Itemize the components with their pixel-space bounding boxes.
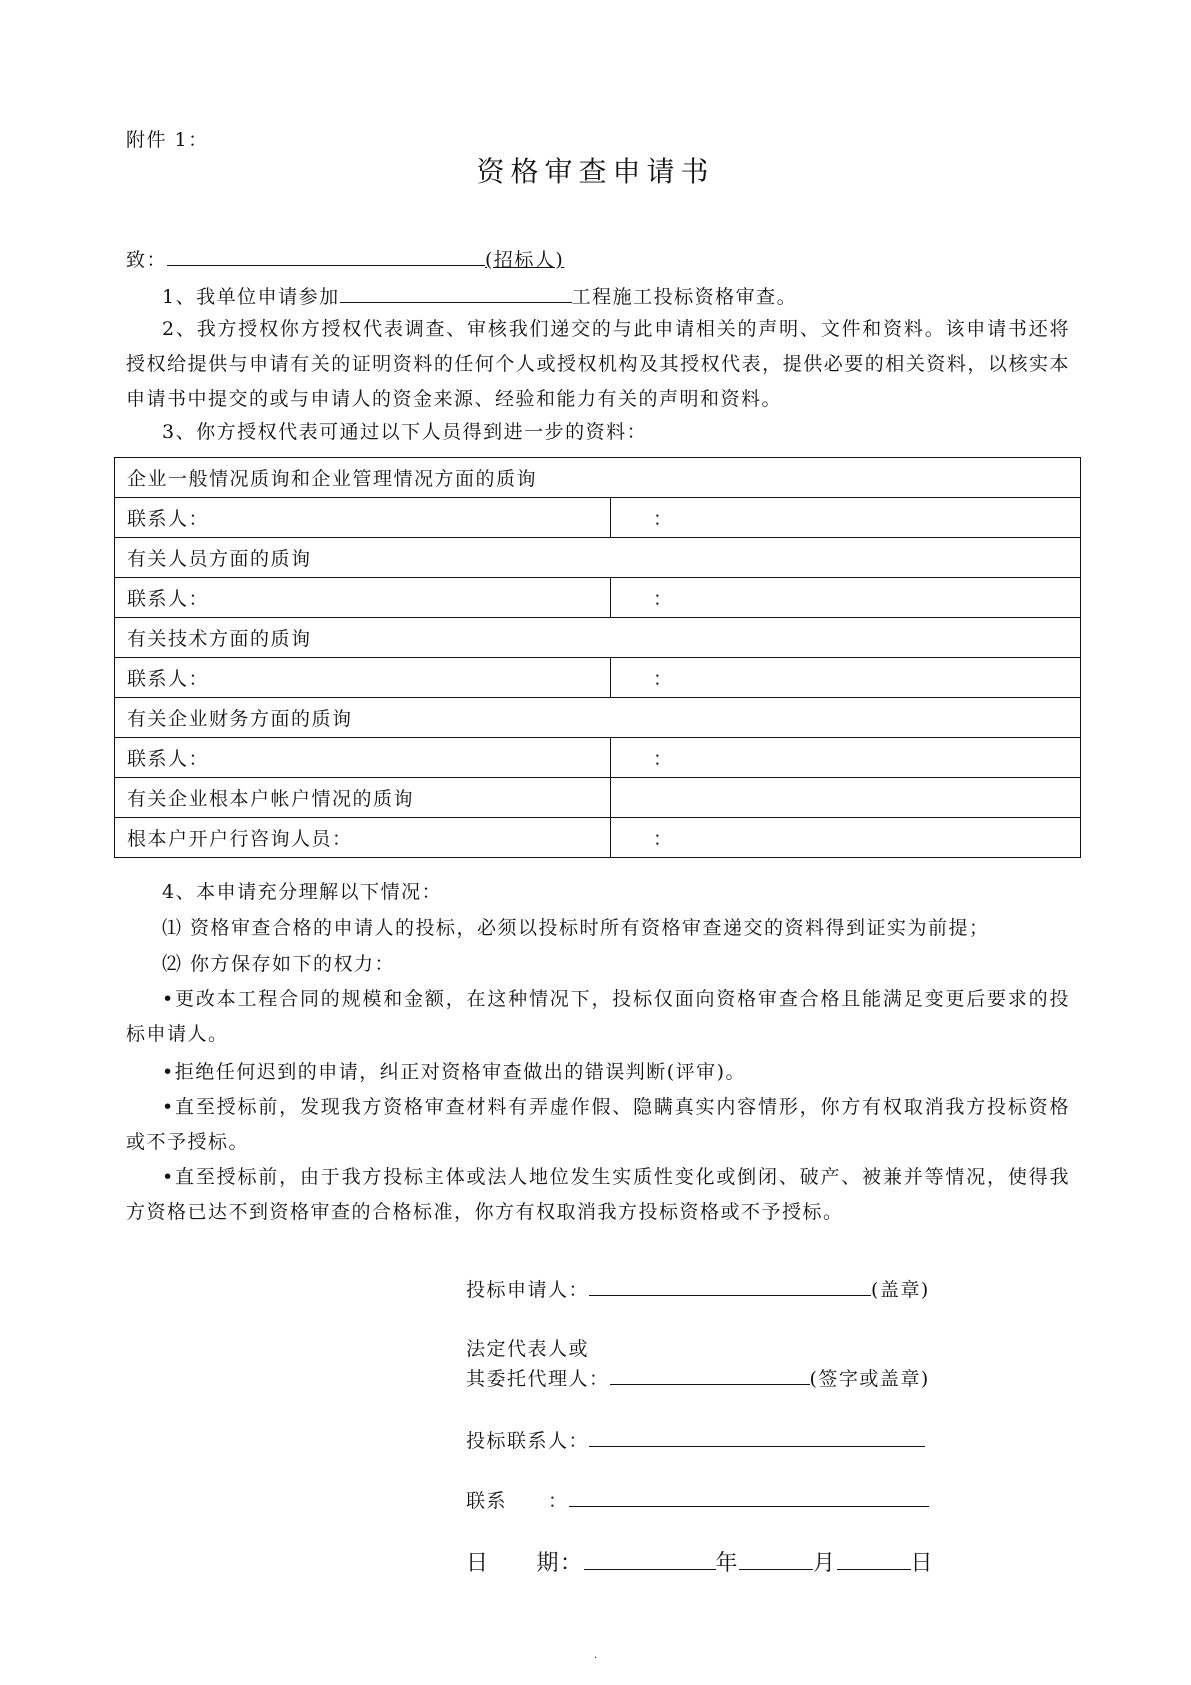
table-cell-value[interactable]: ： (611, 658, 1081, 698)
table-row (115, 658, 1081, 698)
table-cell-label: 联系人： (115, 738, 611, 778)
table-cell-label: 企业一般情况质询和企业管理情况方面的质询 (115, 458, 1081, 498)
rep-line2 (466, 1364, 930, 1391)
year-label: 年 (715, 1551, 740, 1576)
rep-line1: 法定代表人或 (466, 1338, 590, 1360)
table-cell-value[interactable]: ： (611, 498, 1081, 538)
phone-blank[interactable] (569, 1486, 929, 1507)
table-cell-value[interactable]: ： (611, 578, 1081, 618)
item1-suffix: 工程施工投标资格审查。 (571, 286, 798, 308)
tenderer-blank[interactable] (167, 245, 485, 266)
attachment-label: 附件 1： (126, 129, 209, 151)
table-cell-label: 联系人： (115, 658, 611, 698)
date-line (466, 1546, 934, 1577)
contact-blank[interactable] (589, 1426, 925, 1447)
applicant-blank[interactable] (589, 1275, 871, 1296)
table-row (115, 698, 1081, 738)
project-blank[interactable] (340, 282, 572, 303)
day-label: 日 (910, 1551, 935, 1576)
applicant-suffix: (盖章) (871, 1279, 930, 1301)
section4-p1: ⑴ 资格审查合格的申请人的投标，必须以投标时所有资格审查递交的资料得到证实为前提； (162, 917, 990, 939)
table-cell-value[interactable] (611, 778, 1081, 818)
rep-suffix: (签字或盖章) (809, 1368, 930, 1390)
bullet-1: •更改本工程合同的规模和金额，在这种情况下，投标仅面向资格审查合格且能满足变更后要求的投标申请人。 (126, 988, 1070, 1045)
phone-line (466, 1486, 929, 1513)
to-label: 致： (126, 249, 168, 271)
table-row (115, 618, 1081, 658)
contact-line (466, 1426, 925, 1453)
page-title: 资格审查申请书 (476, 155, 715, 188)
table-cell-label: 有关人员方面的质询 (115, 538, 1081, 578)
table-row (115, 818, 1081, 858)
table-cell-label: 有关企业财务方面的质询 (115, 698, 1081, 738)
table-cell-value[interactable]: ： (611, 818, 1081, 858)
contact-table (114, 457, 1081, 858)
year-blank[interactable] (584, 1549, 716, 1570)
item2-paragraph: 2、我方授权你方授权代表调查、审核我们递交的与此申请相关的声明、文件和资料。该申请书还将授权给提供与申请有关的证明资料的任何个人或授权机构及其授权代表，提供必要的相关资料，以核实本申请书中提交的或与申请人的资金来源、经验和能力有关的声明和资料。 (126, 318, 1070, 410)
table-cell-label: 有关技术方面的质询 (115, 618, 1081, 658)
rep-blank[interactable] (610, 1364, 810, 1385)
date-label: 日 期： (466, 1551, 584, 1576)
bullet-4: •直至授标前，由于我方投标主体或法人地位发生实质性变化或倒闭、破产、被兼并等情况，使得我方资格已达不到资格审查的合格标准，你方有权取消我方投标资格或不予授标。 (126, 1166, 1070, 1223)
table-row (115, 458, 1081, 498)
tenderer-suffix: (招标人) (485, 249, 565, 271)
phone-label: 联系 ： (466, 1490, 569, 1512)
item1-prefix: 1、我单位申请参加 (162, 286, 340, 308)
table-cell-label: 联系人： (115, 578, 611, 618)
table-cell-value[interactable]: ： (611, 738, 1081, 778)
item3-line: 3、你方授权代表可通过以下人员得到进一步的资料： (162, 421, 648, 443)
contact-label: 投标联系人： (466, 1430, 590, 1452)
applicant-label: 投标申请人： (466, 1279, 590, 1301)
item1-line (162, 282, 797, 309)
section4-heading: 4、本申请充分理解以下情况： (162, 881, 443, 903)
month-blank[interactable] (739, 1549, 813, 1570)
bullet-3: •直至授标前，发现我方资格审查材料有弄虚作假、隐瞒真实内容情形，你方有权取消我方投标资格或不予授标。 (126, 1096, 1070, 1153)
table-row (115, 738, 1081, 778)
table-cell-label: 有关企业根本户帐户情况的质询 (115, 778, 611, 818)
section4-p2: ⑵ 你方保存如下的权力： (162, 953, 396, 975)
table-row (115, 778, 1081, 818)
table-row (115, 538, 1081, 578)
rep-label: 其委托代理人： (466, 1368, 610, 1390)
day-blank[interactable] (837, 1549, 911, 1570)
table-row (115, 578, 1081, 618)
table-cell-label: 联系人： (115, 498, 611, 538)
footer-dot: . (594, 1650, 598, 1661)
table-row (115, 498, 1081, 538)
bullet-2: •拒绝任何迟到的申请，纠正对资格审查做出的错误判断(评审)。 (162, 1061, 747, 1083)
month-label: 月 (813, 1551, 837, 1576)
table-cell-label: 根本户开户行咨询人员： (115, 818, 611, 858)
salutation-line (126, 245, 564, 272)
applicant-line (466, 1275, 930, 1302)
